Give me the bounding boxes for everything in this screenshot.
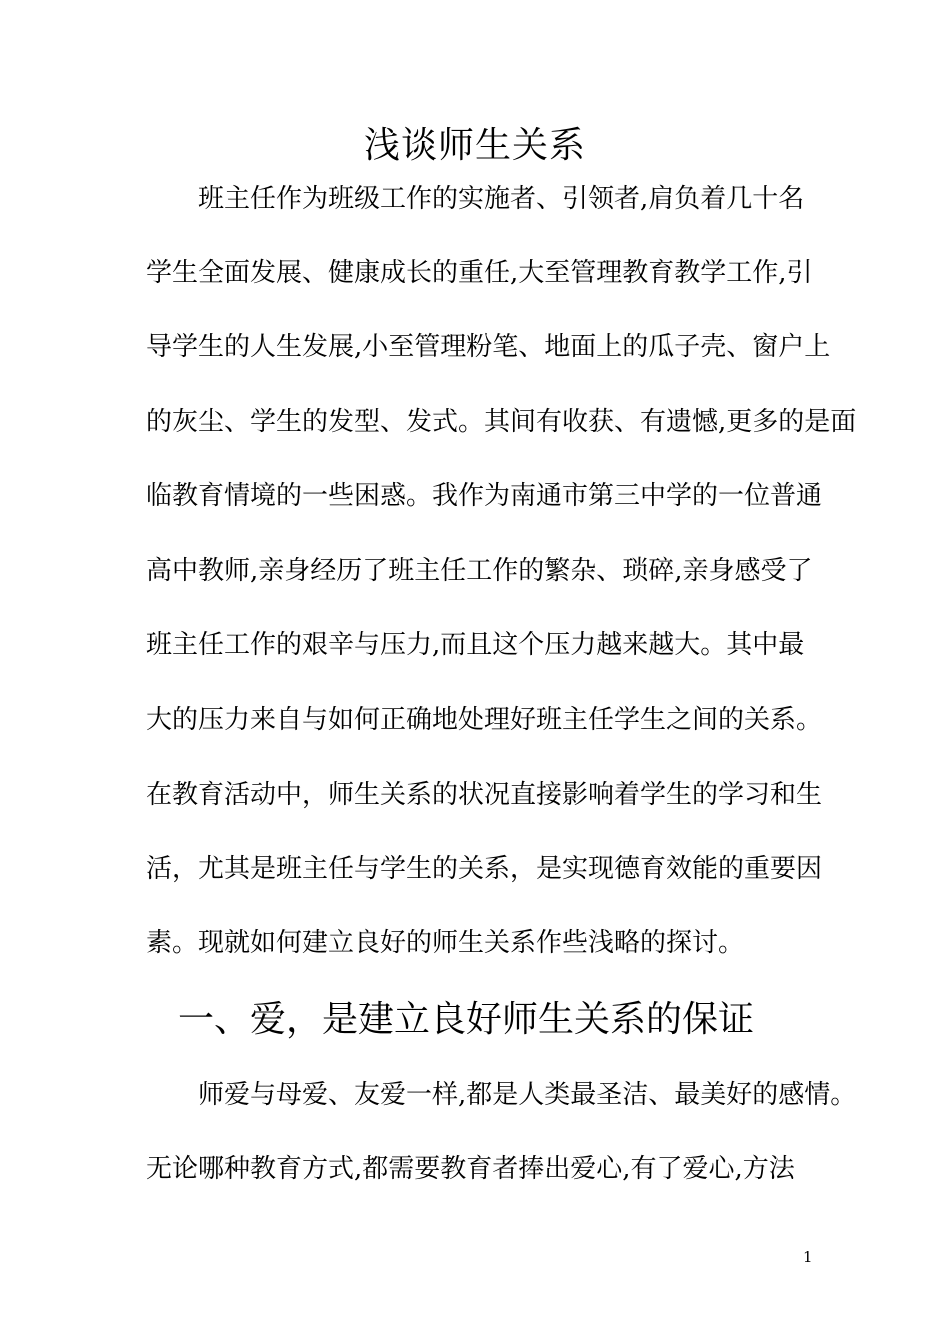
paragraph-line: 导学生的人生发展,小至管理粉笔、地面上的瓜子壳、窗户上 <box>146 332 831 362</box>
document-title: 浅谈师生关系 <box>363 125 586 166</box>
paragraph-line: 师爱与母爱、友爱一样,都是人类最圣洁、最美好的感情。 <box>146 1080 857 1110</box>
paragraph-line: 无论哪种教育方式,都需要教育者捧出爱心,有了爱心,方法 <box>146 1154 795 1184</box>
page-number: 1 <box>803 1248 813 1266</box>
paragraph-line: 班主任工作的艰辛与压力,而且这个压力越来越大。其中最 <box>146 630 805 660</box>
paragraph-line: 临教育情境的一些困惑。我作为南通市第三中学的一位普通 <box>146 481 823 511</box>
paragraph-line: 活，尤其是班主任与学生的关系，是实现德育效能的重要因 <box>146 854 823 884</box>
paragraph-line: 学生全面发展、健康成长的重任,大至管理教育教学工作,引 <box>146 258 813 288</box>
paragraph-line: 班主任作为班级工作的实施者、引领者,肩负着几十名 <box>146 184 805 214</box>
paragraph-line: 大的压力来自与如何正确地处理好班主任学生之间的关系。 <box>146 705 823 735</box>
paragraph-line: 在教育活动中，师生关系的状况直接影响着学生的学习和生 <box>146 780 823 810</box>
paragraph-line: 高中教师,亲身经历了班主任工作的繁杂、琐碎,亲身感受了 <box>146 556 813 586</box>
paragraph-line: 的灰尘、学生的发型、发式。其间有收获、有遗憾,更多的是面 <box>146 407 857 437</box>
section-heading: 一、爱，是建立良好师生关系的保证 <box>178 999 755 1040</box>
paragraph-line: 素。现就如何建立良好的师生关系作些浅略的探讨。 <box>146 928 745 958</box>
